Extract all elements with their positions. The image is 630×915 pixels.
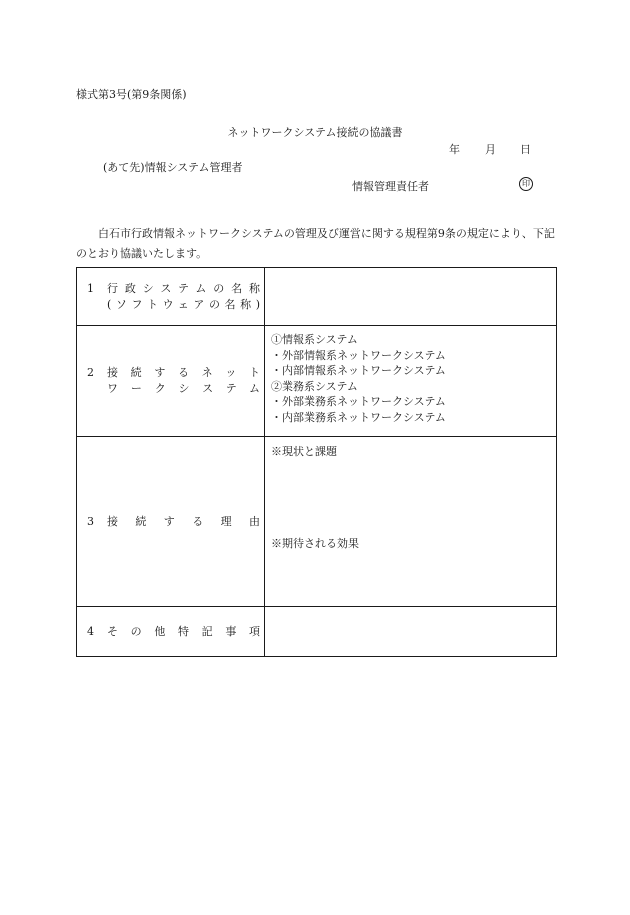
- row3-label: [77, 437, 265, 607]
- row-number: 2: [87, 366, 94, 379]
- body-paragraph: 白石市行政情報ネットワークシステムの管理及び運営に関する規程第9条の規定により、下記のとおり協議いたします。: [76, 227, 555, 260]
- row-label-sub: (ソフトウェアの名称): [107, 297, 260, 311]
- option-item: ・ 外部業務系ネットワークシステム: [271, 394, 550, 410]
- option-item: ・ 外部情報系ネットワークシステム: [271, 348, 550, 364]
- row-label: 行政システムの名称: [107, 281, 260, 295]
- row-label: 接続する理由: [107, 514, 260, 528]
- connection-reason-field[interactable]: [265, 437, 557, 607]
- date-line: [449, 141, 531, 157]
- date-month: 月: [485, 143, 496, 156]
- row-label: その他特記事項: [107, 624, 260, 638]
- addressee: (あて先)情報システム管理者: [103, 161, 243, 174]
- option-item: ・ 内部情報系ネットワークシステム: [271, 363, 550, 379]
- option-heading: ①情報系システム: [271, 333, 358, 346]
- row-label-sub: ワークシステム: [107, 382, 260, 395]
- option-heading: ②業務系システム: [271, 379, 358, 393]
- special-notes-field[interactable]: [265, 607, 557, 657]
- table-row: [77, 607, 557, 657]
- table-row: [77, 437, 557, 607]
- row-number: 4: [87, 624, 94, 638]
- date-day: 日: [520, 143, 531, 156]
- row-number: 1: [87, 281, 94, 295]
- consultation-form-table: [76, 267, 557, 657]
- seal-mark: 印: [519, 177, 533, 191]
- form-number: 様式第3号(第9条関係): [76, 88, 187, 101]
- table-row: [77, 268, 557, 326]
- signer-title: 情報管理責任者: [352, 180, 429, 193]
- document-title: ネットワークシステム接続の協議書: [227, 126, 403, 139]
- expected-effect-label: ※期待される効果: [271, 536, 359, 550]
- row-number: 3: [87, 514, 94, 528]
- current-status-label: ※現状と課題: [271, 445, 337, 458]
- network-system-field[interactable]: [265, 326, 557, 437]
- row2-label: [77, 326, 265, 437]
- row4-label: [77, 607, 265, 657]
- row-label: 接続するネット: [107, 366, 260, 379]
- row1-label: [77, 268, 265, 326]
- table-row: [77, 326, 557, 437]
- software-name-field[interactable]: [265, 268, 557, 326]
- option-item: ・ 内部業務系ネットワークシステム: [271, 410, 550, 426]
- date-year: 年: [449, 143, 460, 156]
